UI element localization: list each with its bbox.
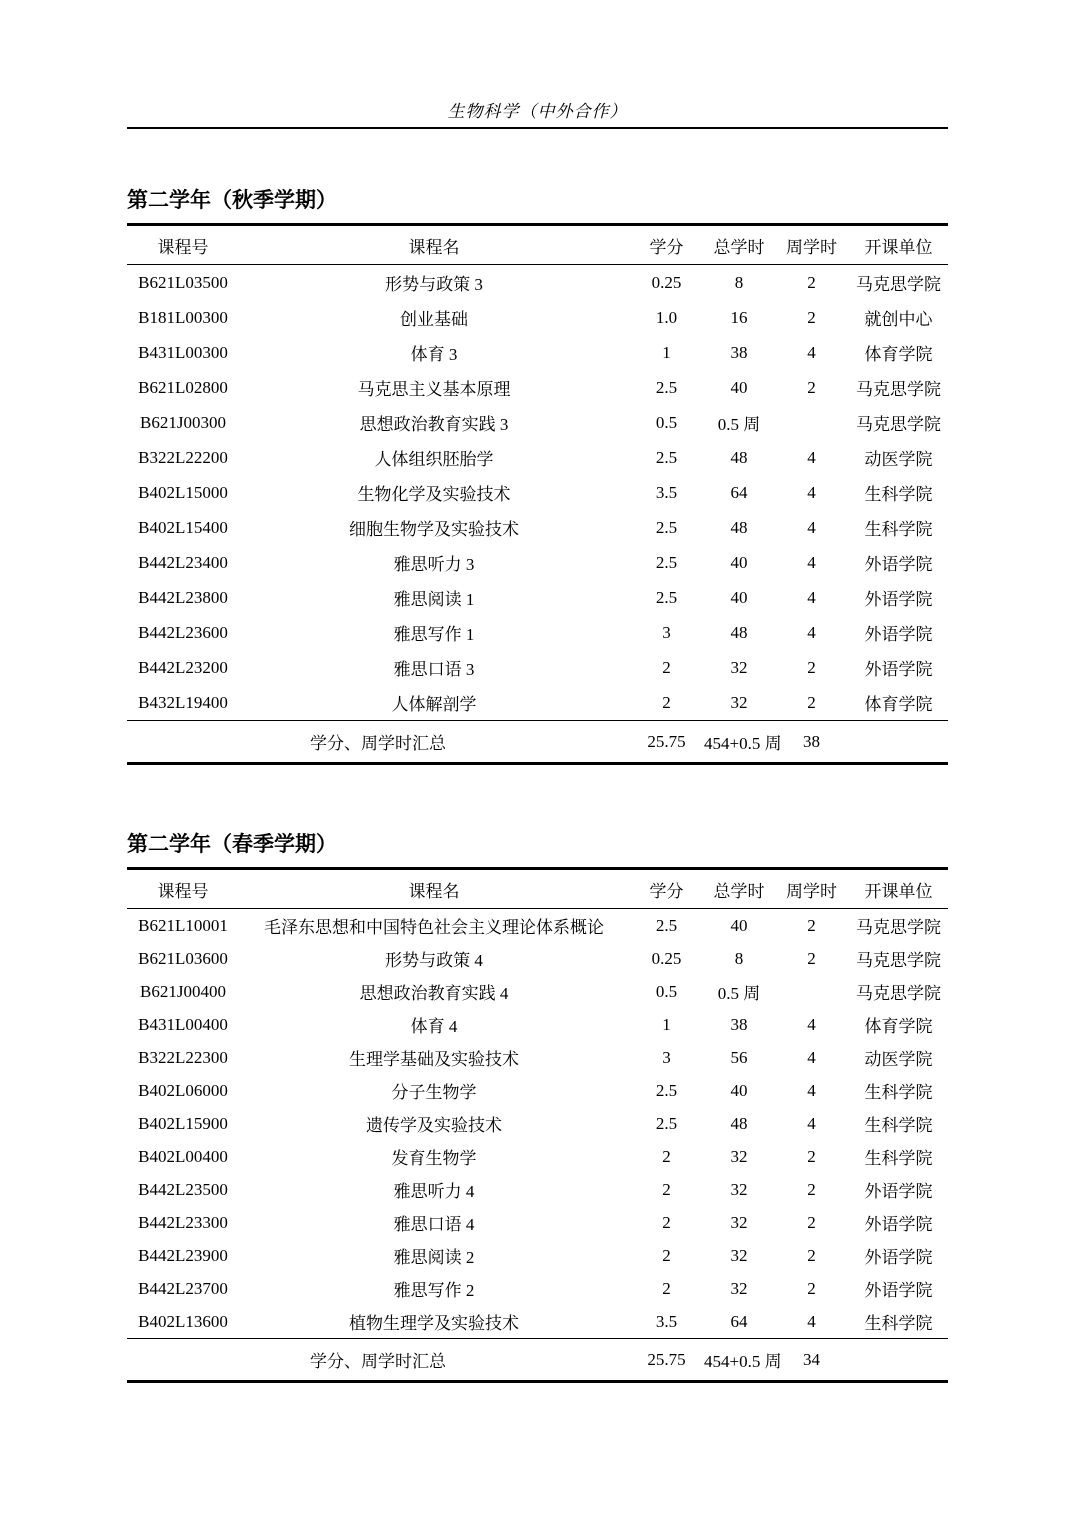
summary-empty-cell bbox=[849, 1339, 948, 1382]
weekly-hours-cell: 4 bbox=[807, 342, 816, 362]
department-cell: 马克思学院 bbox=[856, 275, 941, 294]
department-cell: 生科学院 bbox=[864, 1314, 933, 1333]
department-cell: 体育学院 bbox=[864, 1017, 933, 1036]
table-row bbox=[127, 1305, 948, 1339]
department-cell: 马克思学院 bbox=[856, 951, 941, 970]
course-code-cell: B181L00300 bbox=[138, 307, 228, 327]
course-name-cell: 雅思写作 2 bbox=[393, 1281, 475, 1300]
credits-cell: 2 bbox=[662, 1245, 671, 1265]
department-cell: 生科学院 bbox=[864, 520, 933, 539]
total-hours-cell: 32 bbox=[730, 1278, 748, 1298]
table-row bbox=[127, 650, 948, 685]
department-cell: 外语学院 bbox=[864, 590, 933, 609]
column-header: 课程号 bbox=[127, 869, 239, 909]
weekly-hours-cell: 2 bbox=[807, 948, 816, 968]
department-cell: 生科学院 bbox=[864, 1083, 933, 1102]
course-name-cell: 思想政治教育实践 4 bbox=[359, 984, 509, 1003]
total-hours-cell: 48 bbox=[730, 622, 748, 642]
weekly-hours-cell: 2 bbox=[807, 307, 816, 327]
course-name-cell: 雅思听力 3 bbox=[393, 555, 475, 574]
fall-semester-section bbox=[127, 129, 948, 765]
column-header: 周学时 bbox=[774, 869, 849, 909]
weekly-hours-cell: 4 bbox=[807, 1113, 816, 1133]
weekly-hours-cell: 2 bbox=[807, 377, 816, 397]
table-row bbox=[127, 1041, 948, 1074]
course-code-cell: B621J00300 bbox=[140, 412, 226, 432]
department-cell: 生科学院 bbox=[864, 485, 933, 504]
department-cell: 动医学院 bbox=[864, 450, 933, 469]
total-hours-cell: 8 bbox=[734, 948, 744, 968]
weekly-hours-cell: 4 bbox=[807, 517, 816, 537]
course-name-cell: 细胞生物学及实验技术 bbox=[349, 520, 519, 539]
table-row bbox=[127, 405, 948, 440]
table-row bbox=[127, 510, 948, 545]
spring-semester-section bbox=[127, 765, 948, 1383]
weekly-hours-cell: 2 bbox=[807, 1212, 816, 1232]
department-cell: 马克思学院 bbox=[856, 984, 941, 1003]
weekly-hours-cell: 4 bbox=[807, 1014, 816, 1034]
course-code-cell: B621L03600 bbox=[138, 948, 228, 968]
course-code-cell: B442L23700 bbox=[138, 1278, 228, 1298]
course-name-cell: 人体解剖学 bbox=[391, 695, 477, 714]
credits-cell: 2.5 bbox=[655, 587, 678, 607]
total-hours-cell: 32 bbox=[730, 657, 748, 677]
course-name-cell: 发育生物学 bbox=[391, 1149, 477, 1168]
summary-credits: 25.75 bbox=[629, 721, 704, 764]
department-cell: 马克思学院 bbox=[856, 415, 941, 434]
column-header: 开课单位 bbox=[849, 225, 948, 265]
total-hours-cell: 32 bbox=[730, 692, 748, 712]
table-row bbox=[127, 1173, 948, 1206]
column-header: 课程名 bbox=[239, 225, 629, 265]
weekly-hours-cell: 4 bbox=[807, 552, 816, 572]
course-code-cell: B431L00400 bbox=[138, 1014, 228, 1034]
department-cell: 生科学院 bbox=[864, 1116, 933, 1135]
column-header: 周学时 bbox=[774, 225, 849, 265]
course-code-cell: B402L15400 bbox=[138, 517, 228, 537]
department-cell: 外语学院 bbox=[864, 555, 933, 574]
weekly-hours-cell: 4 bbox=[807, 447, 816, 467]
course-name-cell: 雅思口语 4 bbox=[393, 1215, 475, 1234]
course-code-cell: B621L03500 bbox=[138, 272, 228, 292]
page-header-title: 生物科学（中外合作） bbox=[447, 102, 628, 121]
credits-cell: 2.5 bbox=[655, 1113, 678, 1133]
summary-row bbox=[127, 721, 948, 764]
course-name-cell: 创业基础 bbox=[400, 310, 468, 329]
total-hours-cell: 64 bbox=[730, 482, 748, 502]
weekly-hours-cell bbox=[774, 405, 849, 440]
weekly-hours-cell: 2 bbox=[807, 1278, 816, 1298]
total-hours-cell: 40 bbox=[730, 915, 748, 935]
total-hours-cell: 0.5 周 bbox=[717, 984, 761, 1003]
fall-semester-table bbox=[127, 223, 948, 765]
course-code-cell: B621L10001 bbox=[138, 915, 228, 935]
header-row bbox=[127, 869, 948, 909]
page-header bbox=[127, 0, 948, 129]
table-row bbox=[127, 1008, 948, 1041]
section-title-fall: 第二学年（秋季学期） bbox=[127, 189, 337, 212]
credits-cell: 2 bbox=[662, 692, 671, 712]
course-name-cell: 思想政治教育实践 3 bbox=[359, 415, 509, 434]
credits-cell: 2 bbox=[662, 1146, 671, 1166]
credits-cell: 0.5 bbox=[655, 412, 678, 432]
credits-cell: 2.5 bbox=[655, 552, 678, 572]
credits-cell: 2.5 bbox=[655, 377, 678, 397]
total-hours-cell: 56 bbox=[730, 1047, 748, 1067]
course-name-cell: 植物生理学及实验技术 bbox=[349, 1314, 519, 1333]
course-code-cell: B322L22200 bbox=[138, 447, 228, 467]
table-row bbox=[127, 370, 948, 405]
course-code-cell: B442L23500 bbox=[138, 1179, 228, 1199]
course-name-cell: 形势与政策 4 bbox=[385, 951, 483, 970]
department-cell: 外语学院 bbox=[864, 1248, 933, 1267]
credits-cell: 3 bbox=[662, 622, 671, 642]
credits-cell: 2 bbox=[662, 657, 671, 677]
department-cell: 外语学院 bbox=[864, 1215, 933, 1234]
total-hours-cell: 32 bbox=[730, 1179, 748, 1199]
course-name-cell: 人体组织胚胎学 bbox=[374, 450, 494, 469]
table-row bbox=[127, 440, 948, 475]
course-name-cell: 马克思主义基本原理 bbox=[357, 380, 511, 399]
column-header: 课程号 bbox=[127, 225, 239, 265]
summary-total-hours: 454+0.5 周 bbox=[704, 1339, 774, 1382]
course-name-cell: 雅思写作 1 bbox=[393, 625, 475, 644]
credits-cell: 0.25 bbox=[651, 948, 682, 968]
course-code-cell: B432L19400 bbox=[138, 692, 228, 712]
total-hours-cell: 48 bbox=[730, 517, 748, 537]
table-row bbox=[127, 265, 948, 301]
weekly-hours-cell: 2 bbox=[807, 1146, 816, 1166]
course-code-cell: B621L02800 bbox=[138, 377, 228, 397]
weekly-hours-cell: 2 bbox=[807, 272, 816, 292]
weekly-hours-cell: 2 bbox=[807, 692, 816, 712]
department-cell: 外语学院 bbox=[864, 625, 933, 644]
total-hours-cell: 40 bbox=[730, 1080, 748, 1100]
course-name-cell: 毛泽东思想和中国特色社会主义理论体系概论 bbox=[264, 918, 604, 937]
course-code-cell: B402L00400 bbox=[138, 1146, 228, 1166]
summary-weekly-hours: 34 bbox=[774, 1339, 849, 1382]
header-row bbox=[127, 225, 948, 265]
total-hours-cell: 38 bbox=[730, 342, 748, 362]
course-code-cell: B322L22300 bbox=[138, 1047, 228, 1067]
summary-label: 学分、周学时汇总 bbox=[127, 721, 629, 764]
course-name-cell: 体育 3 bbox=[410, 345, 458, 364]
department-cell: 体育学院 bbox=[864, 345, 933, 364]
credits-cell: 1.0 bbox=[655, 307, 678, 327]
column-header: 总学时 bbox=[704, 225, 774, 265]
table-row bbox=[127, 580, 948, 615]
credits-cell: 1 bbox=[662, 1014, 671, 1034]
course-code-cell: B402L15900 bbox=[138, 1113, 228, 1133]
department-cell: 外语学院 bbox=[864, 660, 933, 679]
total-hours-cell: 64 bbox=[730, 1311, 748, 1331]
total-hours-cell: 16 bbox=[730, 307, 748, 327]
column-header: 课程名 bbox=[239, 869, 629, 909]
credits-cell: 2 bbox=[662, 1212, 671, 1232]
department-cell: 外语学院 bbox=[864, 1281, 933, 1300]
credits-cell: 1 bbox=[662, 342, 671, 362]
course-code-cell: B442L23200 bbox=[138, 657, 228, 677]
table-row bbox=[127, 685, 948, 721]
department-cell: 马克思学院 bbox=[856, 918, 941, 937]
weekly-hours-cell: 2 bbox=[807, 1179, 816, 1199]
weekly-hours-cell: 4 bbox=[807, 587, 816, 607]
weekly-hours-cell: 4 bbox=[807, 1080, 816, 1100]
summary-total-hours: 454+0.5 周 bbox=[704, 721, 774, 764]
page-content bbox=[127, 0, 948, 1383]
table-row bbox=[127, 1239, 948, 1272]
course-code-cell: B442L23800 bbox=[138, 587, 228, 607]
department-cell: 体育学院 bbox=[864, 695, 933, 714]
course-code-cell: B431L00300 bbox=[138, 342, 228, 362]
weekly-hours-cell: 2 bbox=[807, 915, 816, 935]
course-name-cell: 生理学基础及实验技术 bbox=[349, 1050, 519, 1069]
table-row bbox=[127, 975, 948, 1008]
section-title-spring: 第二学年（春季学期） bbox=[127, 833, 337, 856]
department-cell: 就创中心 bbox=[864, 310, 933, 329]
total-hours-cell: 40 bbox=[730, 377, 748, 397]
course-code-cell: B402L15000 bbox=[138, 482, 228, 502]
course-name-cell: 生物化学及实验技术 bbox=[357, 485, 511, 504]
course-name-cell: 雅思阅读 1 bbox=[393, 590, 475, 609]
table-row bbox=[127, 1140, 948, 1173]
total-hours-cell: 32 bbox=[730, 1245, 748, 1265]
total-hours-cell: 32 bbox=[730, 1146, 748, 1166]
course-code-cell: B442L23600 bbox=[138, 622, 228, 642]
course-code-cell: B402L06000 bbox=[138, 1080, 228, 1100]
total-hours-cell: 0.5 周 bbox=[717, 415, 761, 434]
summary-empty-cell bbox=[849, 721, 948, 764]
weekly-hours-cell bbox=[774, 975, 849, 1008]
total-hours-cell: 48 bbox=[730, 447, 748, 467]
credits-cell: 2.5 bbox=[655, 915, 678, 935]
total-hours-cell: 8 bbox=[734, 272, 744, 292]
column-header: 总学时 bbox=[704, 869, 774, 909]
table-row bbox=[127, 1107, 948, 1140]
table-row bbox=[127, 1272, 948, 1305]
credits-cell: 3 bbox=[662, 1047, 671, 1067]
summary-credits: 25.75 bbox=[629, 1339, 704, 1382]
credits-cell: 3.5 bbox=[655, 482, 678, 502]
department-cell: 马克思学院 bbox=[856, 380, 941, 399]
course-code-cell: B402L13600 bbox=[138, 1311, 228, 1331]
course-name-cell: 遗传学及实验技术 bbox=[366, 1116, 502, 1135]
table-row bbox=[127, 335, 948, 370]
summary-row bbox=[127, 1339, 948, 1382]
course-code-cell: B621J00400 bbox=[140, 981, 226, 1001]
table-row bbox=[127, 942, 948, 975]
total-hours-cell: 40 bbox=[730, 587, 748, 607]
total-hours-cell: 32 bbox=[730, 1212, 748, 1232]
total-hours-cell: 40 bbox=[730, 552, 748, 572]
total-hours-cell: 48 bbox=[730, 1113, 748, 1133]
course-code-cell: B442L23400 bbox=[138, 552, 228, 572]
course-code-cell: B442L23300 bbox=[138, 1212, 228, 1232]
table-row bbox=[127, 615, 948, 650]
department-cell: 生科学院 bbox=[864, 1149, 933, 1168]
weekly-hours-cell: 4 bbox=[807, 482, 816, 502]
course-name-cell: 雅思口语 3 bbox=[393, 660, 475, 679]
credits-cell: 3.5 bbox=[655, 1311, 678, 1331]
table-row bbox=[127, 1206, 948, 1239]
column-header: 开课单位 bbox=[849, 869, 948, 909]
credits-cell: 2 bbox=[662, 1278, 671, 1298]
credits-cell: 2.5 bbox=[655, 517, 678, 537]
table-row bbox=[127, 909, 948, 943]
weekly-hours-cell: 4 bbox=[807, 1047, 816, 1067]
spring-semester-table bbox=[127, 867, 948, 1383]
table-row bbox=[127, 475, 948, 510]
column-header: 学分 bbox=[629, 225, 704, 265]
column-header: 学分 bbox=[629, 869, 704, 909]
credits-cell: 0.5 bbox=[655, 981, 678, 1001]
weekly-hours-cell: 2 bbox=[807, 657, 816, 677]
credits-cell: 0.25 bbox=[651, 272, 682, 292]
course-name-cell: 分子生物学 bbox=[391, 1083, 477, 1102]
table-row bbox=[127, 1074, 948, 1107]
summary-label: 学分、周学时汇总 bbox=[127, 1339, 629, 1382]
course-name-cell: 体育 4 bbox=[410, 1017, 458, 1036]
course-name-cell: 形势与政策 3 bbox=[385, 275, 483, 294]
summary-weekly-hours: 38 bbox=[774, 721, 849, 764]
weekly-hours-cell: 4 bbox=[807, 1311, 816, 1331]
total-hours-cell: 38 bbox=[730, 1014, 748, 1034]
department-cell: 外语学院 bbox=[864, 1182, 933, 1201]
course-code-cell: B442L23900 bbox=[138, 1245, 228, 1265]
credits-cell: 2.5 bbox=[655, 1080, 678, 1100]
department-cell: 动医学院 bbox=[864, 1050, 933, 1069]
table-row bbox=[127, 545, 948, 580]
course-name-cell: 雅思听力 4 bbox=[393, 1182, 475, 1201]
weekly-hours-cell: 2 bbox=[807, 1245, 816, 1265]
credits-cell: 2 bbox=[662, 1179, 671, 1199]
credits-cell: 2.5 bbox=[655, 447, 678, 467]
table-row bbox=[127, 300, 948, 335]
weekly-hours-cell: 4 bbox=[807, 622, 816, 642]
course-name-cell: 雅思阅读 2 bbox=[393, 1248, 475, 1267]
